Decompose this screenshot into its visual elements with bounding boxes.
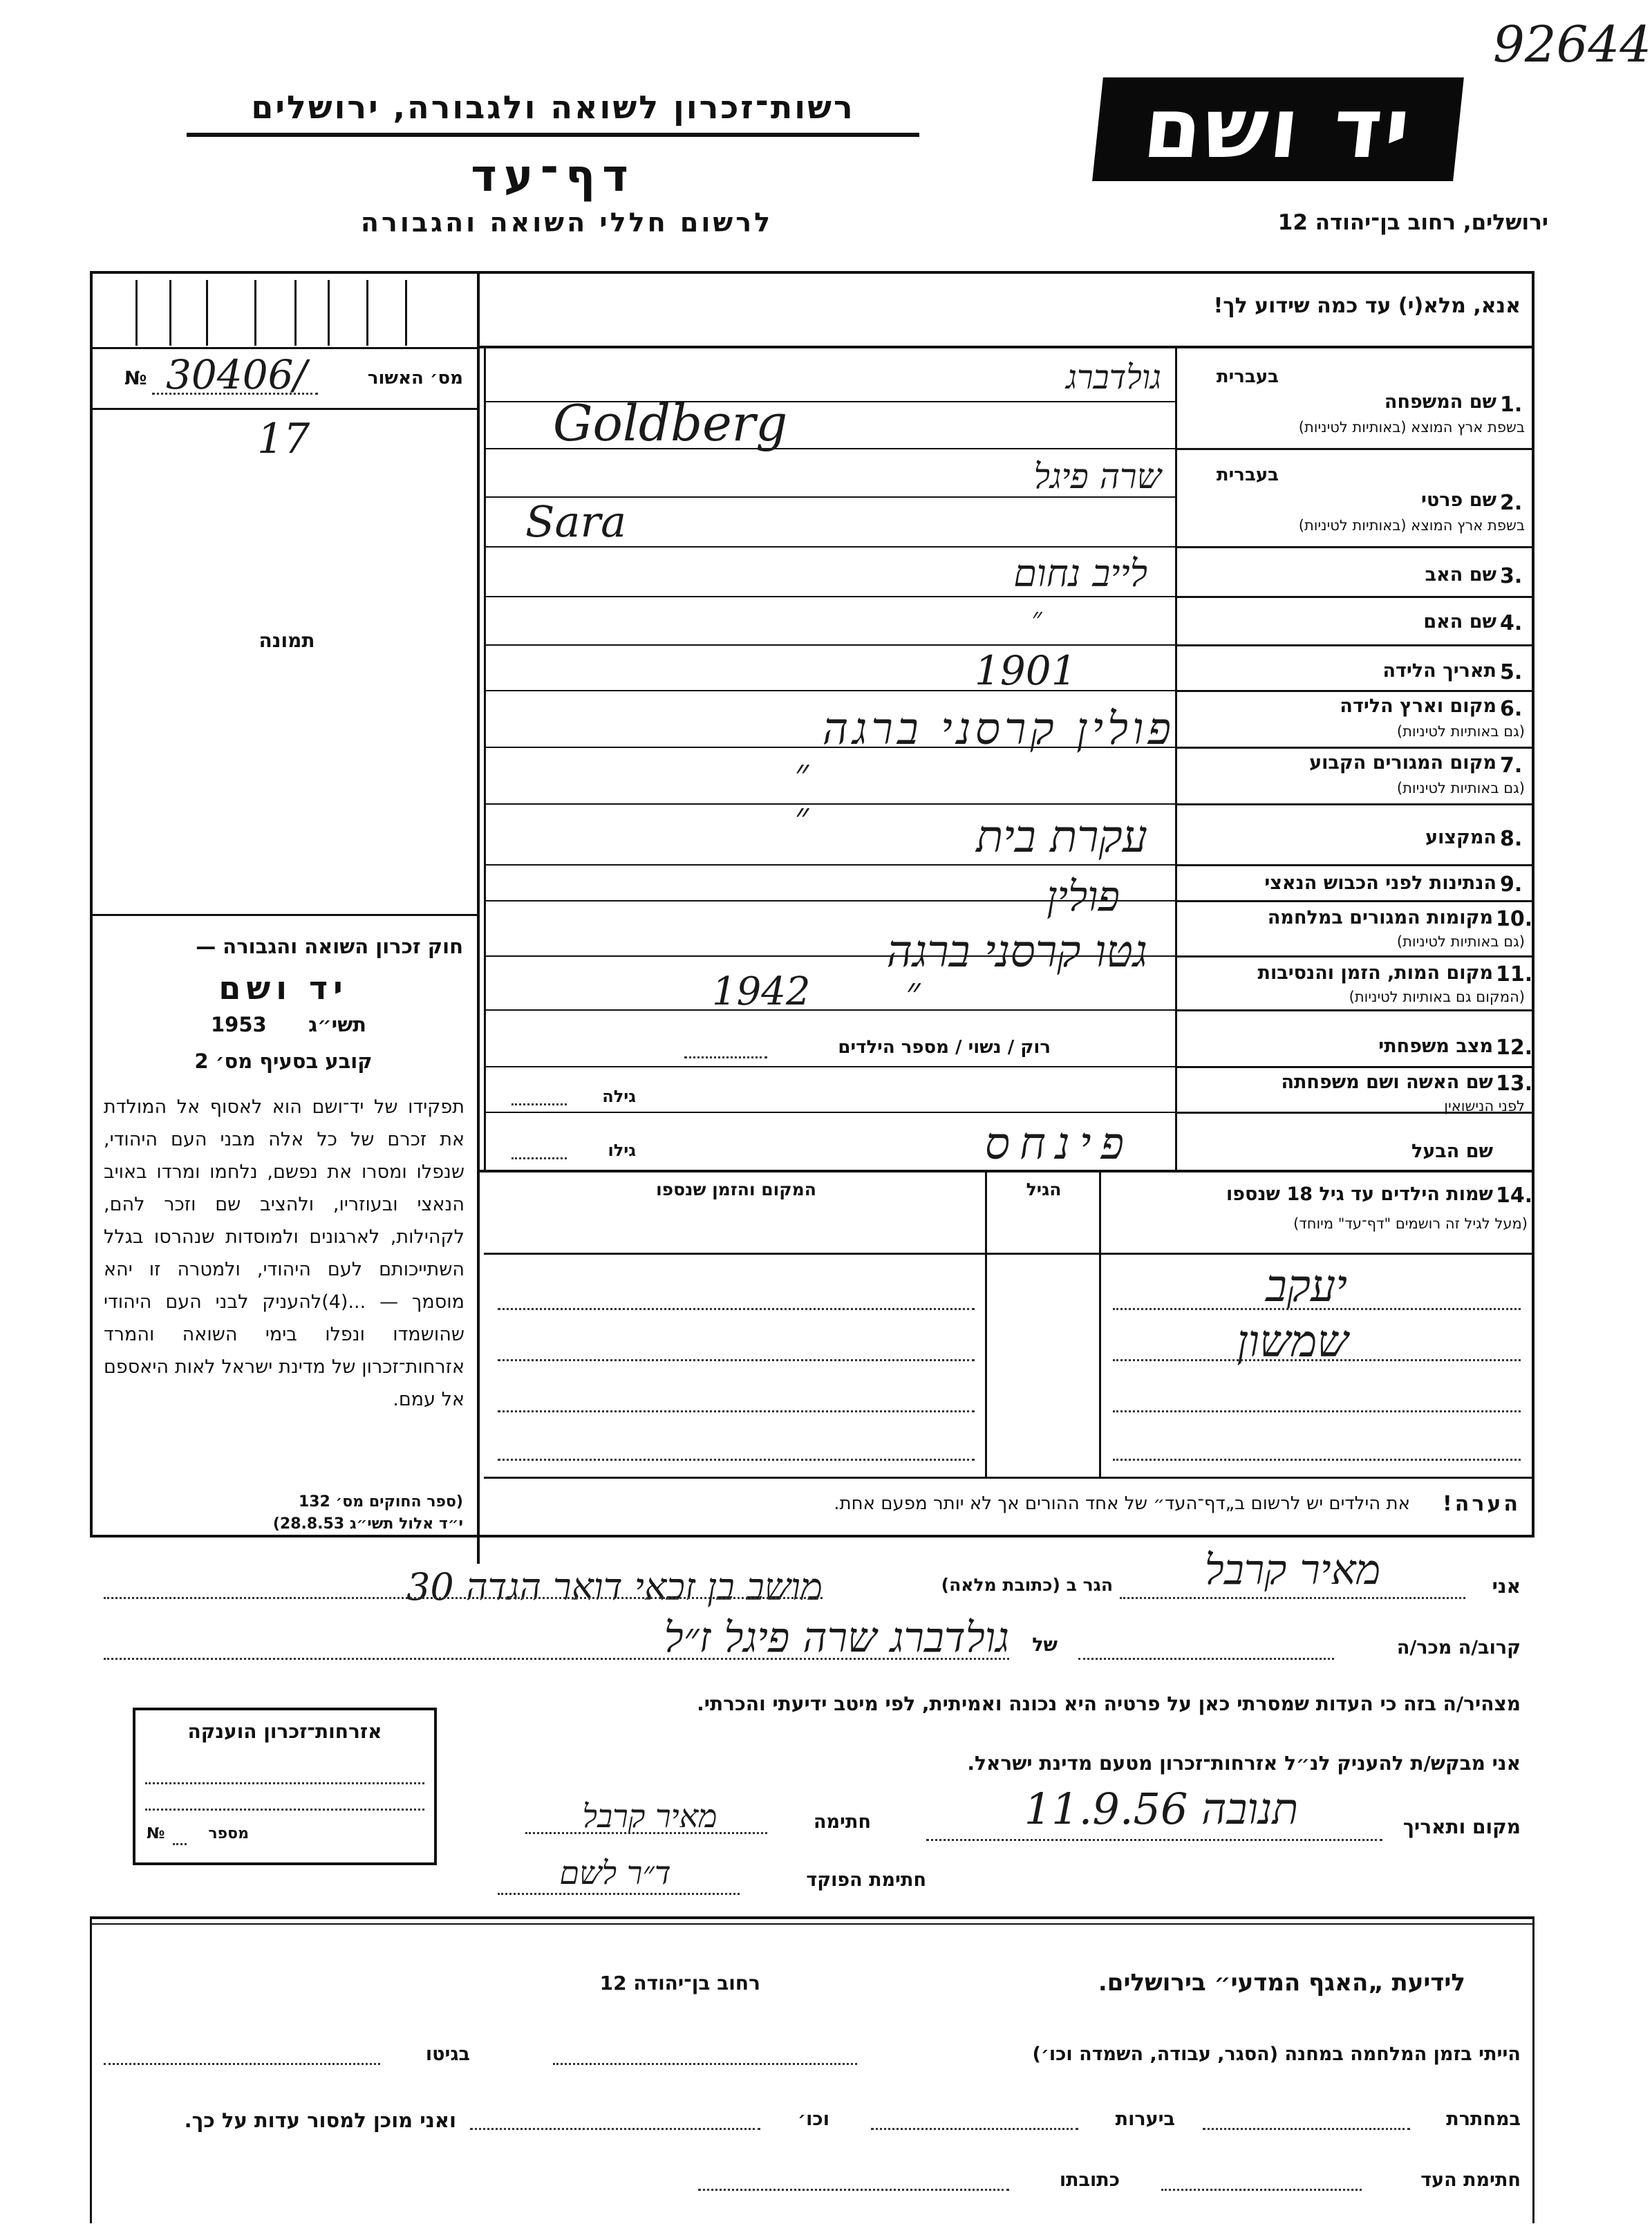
row-line bbox=[1175, 955, 1534, 957]
footer-witness-label: חתימת העד bbox=[1420, 2169, 1521, 2191]
children-row-dots bbox=[1113, 1308, 1521, 1310]
signature-label: חתימה bbox=[813, 1811, 871, 1833]
field-8-number: 8. bbox=[1500, 827, 1523, 851]
tick-line bbox=[169, 280, 171, 346]
children-row-dots bbox=[1113, 1459, 1521, 1461]
value-row-line bbox=[484, 1112, 1175, 1113]
field-11-number: 11. bbox=[1496, 962, 1533, 987]
footer-address-label: כתובתו bbox=[1059, 2169, 1120, 2191]
row-line bbox=[1175, 644, 1534, 646]
wife-age-dots bbox=[511, 1103, 567, 1105]
tick-line bbox=[366, 280, 368, 346]
marital-options-label: רוק / נשוי / מספר הילדים bbox=[838, 1037, 1051, 1058]
husband-label: שם הבעל bbox=[1411, 1141, 1493, 1162]
relation-value-dots bbox=[104, 1658, 1009, 1660]
declarant-address-dots bbox=[104, 1597, 823, 1599]
signature-value[interactable]: מאיר קרבל bbox=[582, 1797, 717, 1835]
field-5-number: 5. bbox=[1500, 660, 1523, 684]
place-date-dots bbox=[926, 1839, 1382, 1841]
field-3-number: 3. bbox=[1500, 564, 1523, 588]
citizenship-line bbox=[145, 1809, 424, 1811]
field-2-hebrew-value[interactable]: שרה פיגל bbox=[1033, 456, 1161, 496]
address-line: ירושלים, רחוב בן־יהודה 12 bbox=[1277, 210, 1548, 235]
law-source-date: י״ד אלול תשי״ג 28.8.53) bbox=[272, 1515, 463, 1533]
intro-underline bbox=[477, 346, 1534, 348]
citizenship-line bbox=[145, 1782, 424, 1784]
form-subtitle: לרשום חללי השואה והגבורה bbox=[360, 207, 773, 238]
field-1-latin-value[interactable]: Goldberg bbox=[553, 394, 788, 452]
field-10-note: (גם באותיות לטיניות) bbox=[1396, 933, 1525, 950]
footer-witness-dots bbox=[1161, 2189, 1362, 2191]
footer-to-label: לידיעת „האגף המדעי״ בירושלים. bbox=[1098, 1969, 1465, 1997]
footer-hiding-dots bbox=[1203, 2128, 1410, 2130]
law-year-heb: תשי״ג bbox=[308, 1013, 366, 1036]
children-row-dots bbox=[498, 1410, 975, 1412]
field-3-label: שם האב bbox=[1425, 564, 1496, 586]
children-header-line bbox=[484, 1253, 1534, 1255]
field-12-label: מצב משפחתי bbox=[1378, 1036, 1493, 1057]
footer-top-line bbox=[90, 1916, 1534, 1919]
field-9-value[interactable]: פולין bbox=[1046, 872, 1120, 921]
field-3-value[interactable]: לייב נחום bbox=[1013, 552, 1147, 595]
field-7-note: (גם באותיות לטיניות) bbox=[1396, 780, 1525, 796]
declarant-name-dots bbox=[1120, 1597, 1465, 1599]
row-line bbox=[1175, 448, 1534, 450]
footer-left-border bbox=[90, 1919, 92, 2223]
husband-name-value[interactable]: פינחס bbox=[984, 1119, 1134, 1170]
law-source: (ספר החוקים מס׳ 132 bbox=[298, 1493, 463, 1511]
citizenship-number-dots bbox=[173, 1843, 187, 1845]
wife-age-label: גילה bbox=[602, 1087, 636, 1106]
authority-underline bbox=[187, 133, 919, 137]
field-5-value[interactable]: 1901 bbox=[975, 647, 1077, 694]
footer-address-dots bbox=[698, 2189, 1009, 2191]
field-2-heb-tag: בעברית bbox=[1216, 465, 1279, 485]
frame-left-divider bbox=[477, 271, 480, 1564]
children-number: 14. bbox=[1496, 1184, 1533, 1208]
field-6-note: (גם באותיות לטיניות) bbox=[1396, 723, 1525, 740]
child-name-2[interactable]: שמשון bbox=[1237, 1316, 1349, 1367]
law-year: 1953 bbox=[211, 1013, 267, 1036]
field-11-note: (המקום גם באותיות לטיניות) bbox=[1349, 989, 1525, 1005]
field-13-note: לפני הנישואין bbox=[1444, 1098, 1525, 1114]
field-8-value[interactable]: עקרת בית bbox=[976, 812, 1147, 863]
frame-top-tick-row bbox=[90, 347, 480, 349]
children-row-dots bbox=[498, 1459, 975, 1461]
of-label: של bbox=[1032, 1634, 1058, 1656]
footer-to-address: רחוב בן־יהודה 12 bbox=[599, 1972, 760, 1994]
children-row-dots bbox=[1113, 1410, 1521, 1412]
footer-ready-label: ואני מוכן למסור עדות על כך. bbox=[184, 2109, 456, 2132]
field-7-number: 7. bbox=[1500, 754, 1523, 778]
law-clause: קובע בסעיף מס׳ 2 bbox=[194, 1049, 373, 1073]
yad-vashem-logo: יד ושם bbox=[1092, 77, 1464, 181]
footer-ghetto-dots bbox=[104, 2063, 380, 2065]
citizenship-title: אזרחות־זכרון הוענקה bbox=[187, 1720, 382, 1743]
citizenship-number-label: מספר bbox=[208, 1825, 249, 1842]
value-left-border bbox=[484, 347, 486, 1170]
intro-text: אנא, מלא(י) עד כמה שידוע לך! bbox=[1213, 294, 1521, 318]
field-7-label: מקום המגורים הקבוע bbox=[1309, 752, 1496, 774]
footer-top-line-2 bbox=[90, 1923, 1534, 1925]
tick-line bbox=[254, 280, 256, 346]
field-5-label: תאריך הלידה bbox=[1382, 660, 1496, 682]
relation-dots bbox=[1078, 1658, 1334, 1660]
children-top-line bbox=[477, 1170, 1534, 1172]
stamp-number: 92644 bbox=[1493, 15, 1652, 73]
field-2-number: 2. bbox=[1500, 491, 1523, 515]
tick-line bbox=[206, 280, 208, 346]
field-4-number: 4. bbox=[1500, 611, 1523, 635]
children-name-divider bbox=[1099, 1172, 1101, 1477]
official-dots bbox=[498, 1893, 740, 1895]
law-name: יד ושם bbox=[218, 969, 348, 1007]
relation-label: קרוב/ה מכר/ה bbox=[1396, 1637, 1521, 1659]
tick-line bbox=[405, 280, 407, 346]
field-9-number: 9. bbox=[1500, 872, 1523, 897]
photo-label: תמונה bbox=[259, 629, 315, 652]
place-date-label: מקום ותאריך bbox=[1402, 1815, 1521, 1838]
tick-line bbox=[328, 280, 330, 346]
tick-line bbox=[294, 280, 297, 346]
label-column-divider bbox=[1175, 347, 1177, 1170]
law-title: חוק זכרון השואה והגבורה — bbox=[196, 935, 463, 958]
field-2-label: שם פרטי bbox=[1421, 489, 1496, 511]
child-name-1[interactable]: יעקב bbox=[1265, 1261, 1348, 1312]
marital-dots bbox=[684, 1056, 767, 1058]
field-4-value[interactable]: ״ bbox=[1031, 602, 1042, 634]
declarant-address-value[interactable]: מושב בן זכאי דואר הגדה 30 bbox=[406, 1565, 823, 1609]
field-11-label: מקום המות, הזמן והנסיבות bbox=[1257, 962, 1493, 984]
field-12-number: 12. bbox=[1496, 1036, 1533, 1060]
field-11-value[interactable]: 1942 ״ bbox=[712, 969, 921, 1014]
row-line bbox=[1175, 803, 1534, 805]
children-row-dots bbox=[498, 1308, 975, 1310]
field-8-label: המקצוע bbox=[1425, 827, 1496, 848]
row-line bbox=[1175, 900, 1534, 902]
footer-camp-line: הייתי בזמן המלחמה במחנה (הסגר, עבודה, השמדה וכו׳) bbox=[1032, 2044, 1521, 2065]
husband-age-label: גילו bbox=[608, 1141, 636, 1160]
value-row-line bbox=[484, 1066, 1175, 1067]
row-line bbox=[1175, 864, 1534, 866]
declarant-name-value[interactable]: מאיר קרבל bbox=[1204, 1546, 1381, 1594]
field-1-note: בשפת ארץ המוצא (באותיות לטיניות) bbox=[1298, 419, 1525, 436]
children-label: שמות הילדים עד גיל 18 שנספו bbox=[1226, 1184, 1493, 1205]
field-1-heb-tag: בעברית bbox=[1216, 366, 1279, 387]
row-line bbox=[1175, 747, 1534, 749]
value-row-line bbox=[484, 596, 1175, 597]
field-4-label: שם האם bbox=[1423, 611, 1496, 633]
children-row-dots bbox=[498, 1359, 975, 1361]
authority-title: רשות־זכרון לשואה ולגבורה, ירושלים bbox=[251, 88, 855, 126]
note-label: הערה! bbox=[1443, 1492, 1521, 1516]
row-line bbox=[1175, 546, 1534, 548]
row-line bbox=[1175, 690, 1534, 692]
footer-camp-dots bbox=[553, 2063, 857, 2065]
request-text: אני מבקש/ת להעניק לנ״ל אזרחות־זכרון מטעם מדינת ישראל. bbox=[967, 1752, 1521, 1775]
field-1-label: שם המשפחה bbox=[1384, 391, 1496, 413]
footer-forest-dots bbox=[871, 2128, 1078, 2130]
footer-forest-label: ביערות bbox=[1115, 2109, 1175, 2130]
value-row-line bbox=[484, 644, 1175, 646]
place-date-value[interactable]: תנובה 11.9.56 bbox=[1024, 1784, 1299, 1834]
footer-ghetto-label: בגיטו bbox=[425, 2044, 470, 2065]
field-7-value[interactable]: ״ ״ bbox=[794, 751, 920, 838]
husband-age-dots bbox=[511, 1157, 567, 1159]
field-2-latin-value[interactable]: Sara bbox=[525, 496, 627, 547]
permit-no-sign: № bbox=[124, 368, 147, 389]
field-6-number: 6. bbox=[1500, 697, 1523, 721]
tick-line bbox=[135, 280, 138, 346]
footer-right-border bbox=[1532, 1919, 1534, 2223]
field-13-number: 13. bbox=[1496, 1072, 1533, 1096]
field-10-label: מקומות המגורים במלחמה bbox=[1267, 907, 1493, 928]
footer-etc-dots bbox=[470, 2128, 760, 2130]
relation-value[interactable]: גולדברג שרה פיגל ז״ל bbox=[664, 1614, 1009, 1662]
field-10-number: 10. bbox=[1496, 907, 1533, 931]
row-line bbox=[1175, 1009, 1534, 1011]
row-line bbox=[1175, 1066, 1534, 1068]
declarant-i-label: אני bbox=[1492, 1575, 1521, 1598]
law-paragraph: תפקידו של יד־ושם הוא לאסוף אל המולדת את זכרם של כל אלה מבני העם היהודי, שנפלו ומסרו את נפשם, נלחמו ומרדו באויב הנאצי ובעוזריו, ולהציב שם וזכר להם, לקהילות, לארגונים ולמוסדות שנהרסו בגלל השתייכותם לעם היהודי, ולמטרה זו יהא מוסמך — ...(4)להעניק לבני העם היהודי שהושמדו ונפלו בימי השואה והמרד אזרחות־זכרון של מדינת ישראל לאות היאספם אל עמם. bbox=[104, 1096, 464, 1410]
field-1-number: 1. bbox=[1500, 393, 1523, 417]
signature-dots bbox=[525, 1832, 767, 1834]
permit-label: מס׳ האשור bbox=[367, 368, 463, 389]
permit-number-value[interactable]: 30406/ bbox=[166, 351, 308, 398]
field-1-hebrew-value[interactable]: גולדברג bbox=[1066, 358, 1161, 397]
children-note: (מעל לגיל זה רושמים "דף־עד" מיוחד) bbox=[1293, 1215, 1528, 1232]
declarant-resides-label: הגר ב (כתובת מלאה) bbox=[941, 1575, 1113, 1595]
note-text: את הילדים יש לרשום ב„דף־העד״ של אחד ההורים אך לא יותר מפעם אחת. bbox=[834, 1493, 1410, 1514]
footer-etc-label: וכו׳ bbox=[798, 2109, 829, 2130]
official-label: חתימת הפוקד bbox=[806, 1869, 926, 1891]
form-title: דף־עד bbox=[471, 151, 635, 202]
official-signature-value[interactable]: ד״ר לשם bbox=[559, 1854, 671, 1891]
field-6-value[interactable]: פולין קרסני ברגה bbox=[822, 704, 1175, 755]
field-6-label: מקום וארץ הלידה bbox=[1340, 695, 1496, 717]
children-age-header: הגיל bbox=[1026, 1179, 1062, 1199]
row-line bbox=[1175, 596, 1534, 598]
permit-suffix: 17 bbox=[257, 415, 310, 463]
declaration-text: מצהיר/ה בזה כי העדות שמסרתי כאן על פרטיה היא נכונה ואמיתית, לפי מיטב ידיעתי והכרתי. bbox=[697, 1692, 1521, 1715]
value-row-line bbox=[484, 864, 1175, 866]
field-10-value[interactable]: גטו קרסני ברגה bbox=[886, 926, 1147, 978]
citizenship-no-sign: № bbox=[147, 1825, 165, 1842]
field-9-label: הנתינות לפני הכבוש הנאצי bbox=[1264, 872, 1496, 894]
field-2-note: בשפת ארץ המוצא (באותיות לטיניות) bbox=[1298, 517, 1525, 534]
children-age-divider bbox=[985, 1172, 987, 1477]
footer-hiding-label: במחתרת bbox=[1446, 2109, 1521, 2130]
permit-underline bbox=[90, 408, 480, 410]
children-row-dots bbox=[1113, 1359, 1521, 1361]
children-place-header: המקום והזמן שנספו bbox=[656, 1179, 816, 1199]
field-13-label: שם האשה ושם משפחתה bbox=[1281, 1072, 1493, 1093]
photo-bottom-line bbox=[90, 914, 480, 916]
